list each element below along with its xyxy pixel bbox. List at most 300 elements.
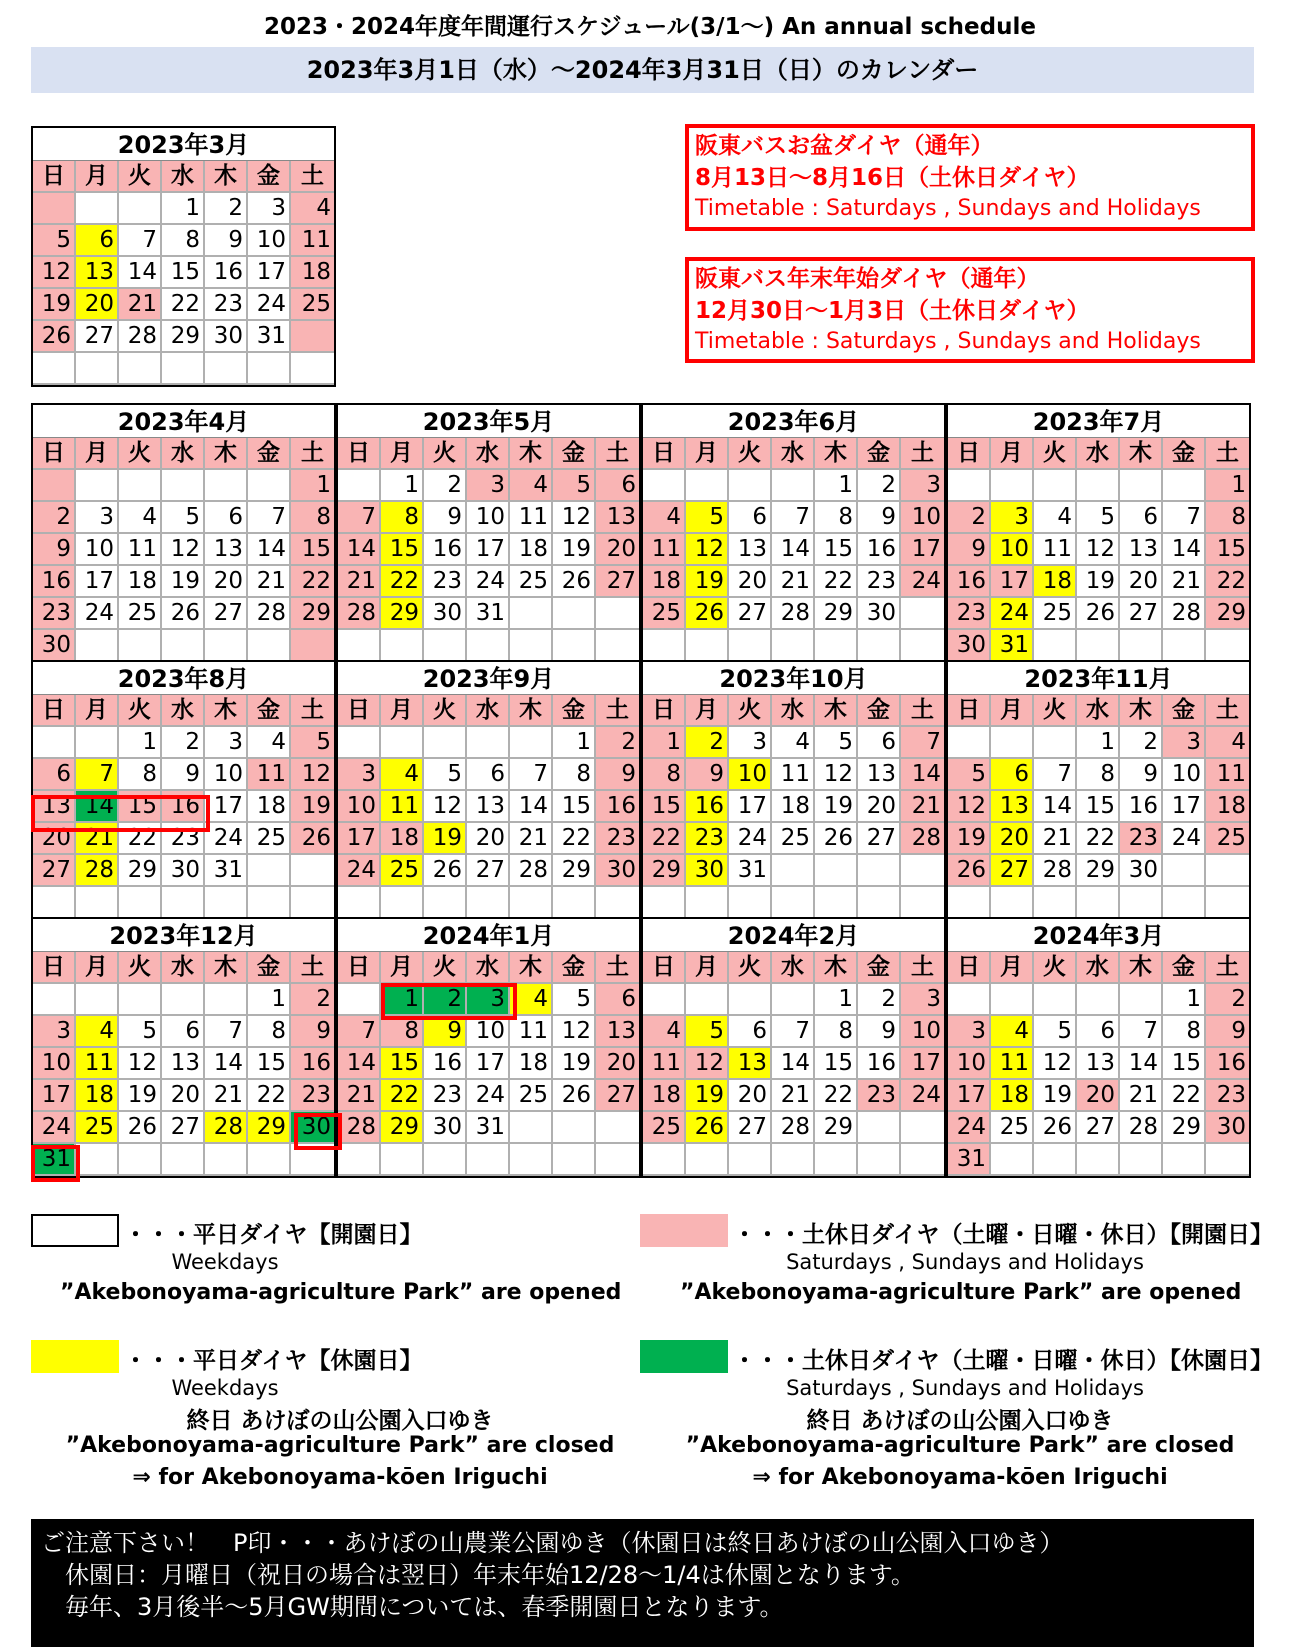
weekday-header: 土 (901, 952, 944, 984)
day-cell: 11 (248, 759, 291, 791)
day-cell: 22 (381, 566, 424, 598)
day-cell: 26 (33, 321, 76, 353)
weekday-header: 木 (1120, 695, 1163, 727)
weekday-header: 金 (553, 695, 596, 727)
day-cell: 13 (33, 791, 76, 823)
legend-holiday-open-en2: ”Akebonoyama-agriculture Park” are opened (680, 1280, 1242, 1305)
day-cell: 24 (248, 289, 291, 321)
weekday-header: 木 (205, 161, 248, 193)
day-cell: 6 (467, 759, 510, 791)
day-cell: 12 (948, 791, 991, 823)
day-cell: 1 (248, 984, 291, 1016)
month-calendar (946, 917, 1251, 1178)
weekday-header: 金 (248, 161, 291, 193)
day-cell: 10 (338, 791, 381, 823)
day-cell: 11 (76, 1048, 119, 1080)
day-cell: 1 (162, 193, 205, 225)
empty-cell (510, 630, 553, 662)
day-cell: 21 (205, 1080, 248, 1112)
day-cell: 2 (686, 727, 729, 759)
empty-cell (338, 1144, 381, 1176)
weekday-header: 水 (467, 952, 510, 984)
day-cell: 11 (510, 1016, 553, 1048)
weekday-header: 日 (33, 438, 76, 470)
day-cell: 31 (729, 855, 772, 887)
day-cell: 6 (596, 984, 639, 1016)
day-cell: 14 (772, 534, 815, 566)
empty-cell (1034, 630, 1077, 662)
day-cell: 20 (729, 1080, 772, 1112)
day-cell: 25 (991, 1112, 1034, 1144)
day-cell: 29 (119, 855, 162, 887)
day-cell: 18 (381, 823, 424, 855)
empty-cell (1206, 887, 1249, 919)
legend-swatch-weekday-closed (31, 1340, 119, 1373)
day-cell: 8 (1077, 759, 1120, 791)
day-cell: 29 (162, 321, 205, 353)
day-cell: 21 (772, 566, 815, 598)
day-cell: 24 (76, 598, 119, 630)
weekday-header: 日 (643, 438, 686, 470)
day-cell: 9 (205, 225, 248, 257)
day-cell: 22 (815, 1080, 858, 1112)
day-cell: 14 (338, 1048, 381, 1080)
day-cell: 13 (729, 1048, 772, 1080)
weekday-header: 日 (33, 952, 76, 984)
day-cell: 4 (510, 470, 553, 502)
empty-cell (76, 470, 119, 502)
weekday-header: 火 (729, 952, 772, 984)
empty-cell (643, 887, 686, 919)
day-cell: 27 (596, 1080, 639, 1112)
day-cell: 8 (553, 759, 596, 791)
day-cell: 28 (901, 823, 944, 855)
weekday-header: 水 (467, 695, 510, 727)
day-cell: 7 (772, 1016, 815, 1048)
empty-cell (1034, 1144, 1077, 1176)
day-cell: 8 (815, 1016, 858, 1048)
weekday-header: 土 (1206, 695, 1249, 727)
empty-cell (424, 887, 467, 919)
month-title: 2023年8月 (33, 662, 334, 695)
empty-cell (162, 1144, 205, 1176)
day-cell: 26 (424, 855, 467, 887)
empty-cell (162, 630, 205, 662)
day-cell: 28 (76, 855, 119, 887)
day-cell: 2 (162, 727, 205, 759)
day-cell: 15 (291, 534, 334, 566)
day-cell: 2 (424, 470, 467, 502)
day-cell: 15 (1206, 534, 1249, 566)
day-cell: 10 (76, 534, 119, 566)
day-cell: 30 (858, 598, 901, 630)
weekday-header: 金 (248, 438, 291, 470)
empty-cell (119, 353, 162, 385)
day-cell: 17 (248, 257, 291, 289)
empty-cell (33, 353, 76, 385)
page-subtitle: 2023年3月1日（水）〜2024年3月31日（日）のカレンダー (31, 47, 1254, 93)
day-cell: 7 (205, 1016, 248, 1048)
day-cell: 3 (248, 193, 291, 225)
day-cell: 1 (1163, 984, 1206, 1016)
weekday-header: 金 (553, 952, 596, 984)
day-cell: 30 (596, 855, 639, 887)
weekday-header: 日 (643, 952, 686, 984)
day-cell: 1 (291, 470, 334, 502)
day-cell: 20 (596, 534, 639, 566)
day-cell: 19 (948, 823, 991, 855)
empty-cell (772, 984, 815, 1016)
weekday-header: 日 (33, 695, 76, 727)
weekday-header: 月 (76, 438, 119, 470)
weekday-header: 日 (643, 695, 686, 727)
day-cell: 17 (467, 1048, 510, 1080)
day-cell: 24 (338, 855, 381, 887)
day-cell: 14 (76, 791, 119, 823)
day-cell: 18 (248, 791, 291, 823)
month-title: 2024年2月 (643, 919, 944, 952)
day-cell: 28 (1034, 855, 1077, 887)
day-cell: 22 (381, 1080, 424, 1112)
day-cell: 15 (643, 791, 686, 823)
day-cell: 7 (510, 759, 553, 791)
weekday-header: 日 (948, 695, 991, 727)
month-title: 2023年7月 (948, 405, 1249, 438)
day-cell: 28 (248, 598, 291, 630)
day-cell: 30 (948, 630, 991, 662)
day-cell: 29 (815, 598, 858, 630)
day-cell: 3 (1163, 727, 1206, 759)
empty-cell (338, 727, 381, 759)
empty-cell (991, 984, 1034, 1016)
empty-cell (248, 855, 291, 887)
weekday-header: 土 (1206, 438, 1249, 470)
day-cell: 5 (1034, 1016, 1077, 1048)
weekday-header: 日 (338, 952, 381, 984)
month-title: 2023年4月 (33, 405, 334, 438)
weekday-header: 日 (948, 438, 991, 470)
day-cell: 12 (553, 502, 596, 534)
empty-cell (119, 470, 162, 502)
day-cell: 20 (729, 566, 772, 598)
weekday-header: 土 (596, 952, 639, 984)
empty-cell (1120, 630, 1163, 662)
weekday-header: 水 (772, 952, 815, 984)
day-cell: 8 (291, 502, 334, 534)
weekday-header: 火 (729, 695, 772, 727)
day-cell: 6 (33, 759, 76, 791)
day-cell: 11 (643, 1048, 686, 1080)
day-cell: 4 (643, 502, 686, 534)
day-cell: 31 (205, 855, 248, 887)
day-cell: 23 (205, 289, 248, 321)
day-cell: 2 (33, 502, 76, 534)
weekday-header: 日 (33, 161, 76, 193)
day-cell: 16 (858, 1048, 901, 1080)
day-cell: 29 (381, 598, 424, 630)
weekday-header: 金 (248, 952, 291, 984)
empty-cell (248, 887, 291, 919)
empty-cell (686, 887, 729, 919)
day-cell: 27 (205, 598, 248, 630)
weekday-header: 水 (162, 438, 205, 470)
weekday-header: 日 (338, 695, 381, 727)
day-cell: 9 (424, 502, 467, 534)
day-cell: 25 (772, 823, 815, 855)
day-cell: 8 (119, 759, 162, 791)
day-cell: 10 (1163, 759, 1206, 791)
month-title: 2023年11月 (948, 662, 1249, 695)
legend-holiday-closed-en1: Saturdays , Sundays and Holidays (786, 1376, 1144, 1400)
day-cell: 27 (596, 566, 639, 598)
empty-cell (424, 727, 467, 759)
day-cell: 19 (119, 1080, 162, 1112)
legend-weekday-closed-jp: 終日 あけぼの山公園入口ゆき (186, 1408, 494, 1434)
day-cell: 25 (1034, 598, 1077, 630)
month-title: 2023年6月 (643, 405, 944, 438)
day-cell: 17 (948, 1080, 991, 1112)
day-cell: 8 (1206, 502, 1249, 534)
empty-cell (596, 630, 639, 662)
empty-cell (858, 1112, 901, 1144)
day-cell: 20 (596, 1048, 639, 1080)
day-cell: 22 (1077, 823, 1120, 855)
day-cell: 8 (815, 502, 858, 534)
day-cell: 23 (291, 1080, 334, 1112)
month-title: 2023年9月 (338, 662, 639, 695)
day-cell: 20 (1120, 566, 1163, 598)
day-cell: 6 (162, 1016, 205, 1048)
day-cell: 7 (1120, 1016, 1163, 1048)
day-cell: 9 (686, 759, 729, 791)
day-cell: 23 (686, 823, 729, 855)
legend-weekday-closed-label: ・・・平日ダイヤ【休園日】 (124, 1348, 423, 1374)
weekday-header: 月 (686, 952, 729, 984)
day-cell: 23 (596, 823, 639, 855)
day-cell: 21 (119, 289, 162, 321)
day-cell: 12 (291, 759, 334, 791)
weekday-header: 火 (1034, 952, 1077, 984)
day-cell: 18 (510, 1048, 553, 1080)
day-cell: 4 (119, 502, 162, 534)
day-cell: 11 (291, 225, 334, 257)
weekday-header: 日 (338, 438, 381, 470)
day-cell: 2 (424, 984, 467, 1016)
day-cell: 17 (467, 534, 510, 566)
day-cell: 26 (553, 566, 596, 598)
weekday-header: 土 (291, 952, 334, 984)
empty-cell (205, 1144, 248, 1176)
legend-weekday-open-en1: Weekdays (171, 1250, 279, 1274)
day-cell: 27 (162, 1112, 205, 1144)
weekday-header: 火 (424, 952, 467, 984)
obon-notice-title: 阪東バスお盆ダイヤ（通年） (695, 133, 994, 159)
weekday-header: 日 (948, 952, 991, 984)
day-cell: 18 (119, 566, 162, 598)
day-cell: 1 (1206, 470, 1249, 502)
empty-cell (991, 1144, 1034, 1176)
day-cell: 16 (1120, 791, 1163, 823)
day-cell: 11 (772, 759, 815, 791)
day-cell: 26 (686, 598, 729, 630)
weekday-header: 月 (381, 695, 424, 727)
empty-cell (772, 470, 815, 502)
day-cell: 27 (467, 855, 510, 887)
day-cell: 19 (1034, 1080, 1077, 1112)
weekday-header: 水 (772, 695, 815, 727)
empty-cell (1034, 727, 1077, 759)
day-cell: 25 (1206, 823, 1249, 855)
day-cell: 23 (33, 598, 76, 630)
day-cell: 6 (991, 759, 1034, 791)
legend-swatch-weekday-open (31, 1214, 119, 1247)
day-cell: 19 (33, 289, 76, 321)
empty-cell (467, 727, 510, 759)
weekday-header: 月 (686, 438, 729, 470)
day-cell: 3 (729, 727, 772, 759)
month-calendar (946, 403, 1251, 664)
day-cell: 17 (901, 1048, 944, 1080)
empty-cell (901, 855, 944, 887)
empty-cell (205, 984, 248, 1016)
day-cell: 15 (1077, 791, 1120, 823)
legend-holiday-closed-en2: ”Akebonoyama-agriculture Park” are closed (685, 1433, 1235, 1458)
day-cell: 26 (119, 1112, 162, 1144)
month-calendar (641, 660, 946, 921)
day-cell: 7 (119, 225, 162, 257)
month-title: 2024年1月 (338, 919, 639, 952)
day-cell: 30 (205, 321, 248, 353)
day-cell: 5 (291, 727, 334, 759)
weekday-header: 火 (424, 695, 467, 727)
day-cell: 7 (1034, 759, 1077, 791)
weekday-header: 木 (815, 952, 858, 984)
day-cell: 21 (338, 566, 381, 598)
empty-cell (1120, 470, 1163, 502)
empty-cell (1163, 470, 1206, 502)
empty-cell (510, 887, 553, 919)
day-cell: 30 (1206, 1112, 1249, 1144)
day-cell: 15 (381, 534, 424, 566)
empty-cell (729, 887, 772, 919)
empty-cell (162, 887, 205, 919)
day-cell: 28 (338, 598, 381, 630)
empty-cell (119, 1144, 162, 1176)
day-cell: 6 (596, 470, 639, 502)
empty-cell (858, 1144, 901, 1176)
weekday-header: 月 (76, 695, 119, 727)
day-cell: 17 (991, 566, 1034, 598)
day-cell: 7 (338, 1016, 381, 1048)
day-cell: 4 (1206, 727, 1249, 759)
weekday-header: 木 (1120, 438, 1163, 470)
day-cell: 15 (815, 534, 858, 566)
day-cell: 13 (76, 257, 119, 289)
month-title: 2023年12月 (33, 919, 334, 952)
empty-cell (1163, 887, 1206, 919)
day-cell: 31 (467, 598, 510, 630)
empty-cell (1163, 630, 1206, 662)
empty-cell (33, 727, 76, 759)
empty-cell (1077, 470, 1120, 502)
legend-weekday-closed-en1: Weekdays (171, 1376, 279, 1400)
day-cell: 29 (1206, 598, 1249, 630)
day-cell: 10 (33, 1048, 76, 1080)
legend-weekday-closed-en3: ⇒ for Akebonoyama-kōen Iriguchi (132, 1465, 548, 1490)
empty-cell (901, 1112, 944, 1144)
month-calendar (641, 917, 946, 1178)
weekday-header: 金 (553, 438, 596, 470)
day-cell: 2 (291, 984, 334, 1016)
empty-cell (858, 855, 901, 887)
day-cell: 8 (643, 759, 686, 791)
legend-holiday-closed-label: ・・・土休日ダイヤ（土曜・日曜・休日）【休園日】 (733, 1348, 1274, 1374)
day-cell: 15 (553, 791, 596, 823)
weekday-header: 月 (76, 161, 119, 193)
empty-cell (338, 470, 381, 502)
empty-cell (948, 727, 991, 759)
empty-cell (119, 193, 162, 225)
day-cell: 29 (248, 1112, 291, 1144)
day-cell: 9 (424, 1016, 467, 1048)
empty-cell (729, 470, 772, 502)
day-cell: 21 (338, 1080, 381, 1112)
weekday-header: 火 (119, 952, 162, 984)
empty-cell (815, 630, 858, 662)
day-cell: 23 (1120, 823, 1163, 855)
empty-cell (948, 470, 991, 502)
day-cell: 4 (248, 727, 291, 759)
day-cell: 3 (991, 502, 1034, 534)
day-cell: 17 (33, 1080, 76, 1112)
weekday-header: 金 (1163, 695, 1206, 727)
weekday-header: 土 (596, 438, 639, 470)
day-cell: 1 (381, 470, 424, 502)
month-calendar (336, 403, 641, 664)
weekday-header: 水 (1077, 438, 1120, 470)
weekday-header: 水 (467, 438, 510, 470)
month-title: 2023年3月 (33, 128, 334, 161)
empty-cell (553, 598, 596, 630)
day-cell: 12 (686, 534, 729, 566)
day-cell: 12 (33, 257, 76, 289)
day-cell: 28 (772, 1112, 815, 1144)
day-cell: 30 (33, 630, 76, 662)
empty-cell (424, 630, 467, 662)
legend-holiday-open-label: ・・・土休日ダイヤ（土曜・日曜・休日）【開園日】 (733, 1222, 1274, 1248)
day-cell: 4 (510, 984, 553, 1016)
empty-cell (338, 984, 381, 1016)
footer-notice (31, 1519, 1254, 1647)
day-cell: 30 (162, 855, 205, 887)
day-cell: 21 (772, 1080, 815, 1112)
day-cell: 1 (119, 727, 162, 759)
day-cell: 9 (596, 759, 639, 791)
day-cell: 27 (1120, 598, 1163, 630)
empty-cell (1206, 1144, 1249, 1176)
empty-cell (467, 630, 510, 662)
day-cell: 24 (901, 1080, 944, 1112)
day-cell: 5 (553, 470, 596, 502)
day-cell: 14 (119, 257, 162, 289)
day-cell: 20 (33, 823, 76, 855)
day-cell: 2 (858, 984, 901, 1016)
day-cell: 6 (76, 225, 119, 257)
day-cell: 29 (1077, 855, 1120, 887)
day-cell: 10 (467, 1016, 510, 1048)
day-cell: 14 (1163, 534, 1206, 566)
day-cell: 4 (76, 1016, 119, 1048)
